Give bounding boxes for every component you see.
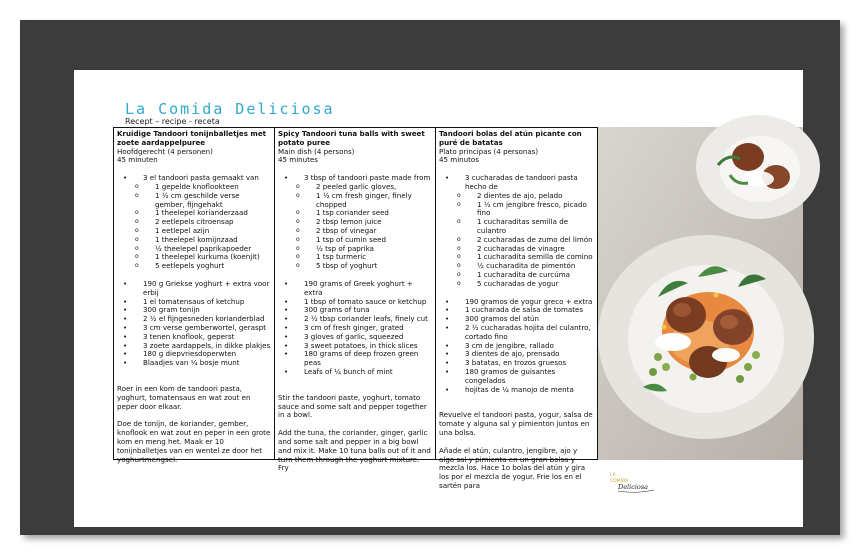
list-item: • 3 el tandoori pasta gemaakt van o 1 gepelde knoflookteen o 1 ½ cm geschilde verse gember, fijngehakt o 1 theelepel korianderzaad o 2 eetlepels citroensap o 1 eetlepel azijn o 1 theelepel komijnzaad o ½ theelepel paprikapoeder o 1 theelepel kurkuma (koenjit) o 5 eetlepels yoghurt (117, 174, 271, 271)
logo-line-3: Deliciosa (618, 483, 649, 491)
instruction-paragraph: Add the tuna, the coriander, ginger, garlic and some salt and pepper in a big bowl and mix it. Make 10 tuna balls out of it and turn them through the yoghurt mixture. Fry (278, 428, 431, 473)
paste-list (439, 174, 594, 288)
list-item: o 1 cucharaditas semilla de culantro (439, 218, 594, 236)
list-item: o 5 tbsp of yoghurt (278, 262, 432, 271)
list-item: • 1 cucharada de salsa de tomates (439, 306, 594, 315)
list-item: • 3 cm of fresh ginger, grated (278, 324, 432, 333)
list-item: • 3 cucharadas de tandoori pasta hecho de o 2 dientes de ajo, pelado o 1 ½ cm jengibre fresco, picado fino o 1 cucharaditas semilla de culantro o 2 cucharadas de zumo del limón o 2 cucharadas de vinagre o 1 cucharadita semilla de comino o ½ cucharadita de pimentón o 1 cucharadita de curcúma o 5 cucharadas de yogur (439, 174, 594, 288)
logo-line-2: COMIDA (610, 479, 629, 484)
list-item: • 1 el tomatensaus of ketchup (117, 298, 271, 307)
dark-frame (20, 20, 840, 535)
paste-sub-list (465, 192, 594, 289)
recipe-time: 45 minutes (278, 155, 318, 165)
list-item: o 1 gepelde knoflookteen (117, 183, 271, 192)
list-item: • 180 g diepvriesdoperwten (117, 350, 271, 359)
list-item: o 2 eetlepels citroensap (117, 218, 271, 227)
list-item: o 1 tsp of cumin seed (278, 236, 432, 245)
ingredient-list (278, 280, 432, 377)
list-item: • 2 ½ el fijngesneden korianderblad (117, 315, 271, 324)
list-item: • 3 tbsp of tandoori paste made from o 2 peeled garlic gloves, o 1 ½ cm fresh ginger, finely chopped o 1 tsp coriander seed o 2 tbsp lemon juice o 2 tbsp of vinegar o 1 tsp of cumin seed o ½ tsp of paprika o 1 tsp turmeric o 5 tbsp of yoghurt (278, 174, 432, 271)
paste-sub-list (304, 183, 432, 271)
list-item: • 3 cm de jengibre, rallado (439, 342, 594, 351)
recipe-course: Hoofdgerecht (4 personen) (117, 146, 213, 156)
instruction-paragraph: Doe de tonijn, de koriander, gember, knoflook en wat zout en peper in een grote kom en meng het. Maak er 10 tonijnballetjes van en wentel ze door het yoghurtmengsel. (117, 419, 271, 464)
recipe-title: Kruidige Tandoori tonijnballetjes met zoete aardappelpuree (117, 129, 267, 147)
list-item: o 5 eetlepels yoghurt (117, 262, 271, 271)
list-item: • 1 tbsp of tomato sauce or ketchup (278, 298, 432, 307)
page-subtitle: Recept – recipe - receta (125, 117, 220, 126)
list-item: • 3 cm verse gemberwortel, geraspt (117, 324, 271, 333)
paste-list (117, 174, 271, 271)
logo-line-1: LA (610, 473, 616, 478)
list-item: o ½ cucharadita de pimentón (439, 262, 594, 271)
instruction-paragraph: Añade el atún, culantro, jengibre, ajo y algo sal y pimienta en un gran bolsa y mezcla los. Hace 1o bolas del atún y gira los por el mezcla de yogur. Frie los en el sartén para (439, 445, 586, 490)
list-item: • 3 zoete aardappels, in dikke plakjes (117, 342, 271, 351)
list-item: • 300 gram tonijn (117, 306, 271, 315)
recipe-course: Main dish (4 persons) (278, 146, 355, 156)
ingredient-list (439, 298, 594, 395)
recipe-course: Plato principas (4 personas) (439, 146, 539, 156)
list-item: • 300 grams of tuna (278, 306, 432, 315)
recipe-page (74, 70, 803, 527)
list-item: • 2 ½ tbsp coriander leafs, finely cut (278, 315, 432, 324)
paste-sub-list (143, 183, 271, 271)
list-item: o 2 peeled garlic gloves, (278, 183, 432, 192)
list-item: • Leafs of ¼ bunch of mint (278, 368, 432, 377)
recipe-table (113, 127, 598, 490)
list-item: o 1 eetlepel azijn (117, 227, 271, 236)
recipe-column-dutch (114, 128, 275, 464)
list-item: o 1 ½ cm geschilde verse gember, fijngehakt (117, 192, 271, 210)
recipe-title: Spicy Tandoori tuna balls with sweet potato puree (278, 129, 425, 147)
list-item: o 2 cucharadas de vinagre (439, 245, 594, 254)
list-item: • 180 grams of deep frozen green peas (278, 350, 432, 368)
list-item: • hojitas de ¼ manojo de menta (439, 386, 594, 395)
list-item: o ½ theelepel paprikapoeder (117, 245, 271, 254)
list-item: o 2 tbsp of vinegar (278, 227, 432, 236)
food-photo (598, 127, 803, 460)
list-item: • 190 g Griekse yoghurt + extra voor erbij (117, 280, 271, 298)
recipe-column-spanish (436, 128, 597, 490)
instruction-paragraph: Stir the tandoori paste, yoghurt, tomato sauce and some salt and pepper together in a bowl. (278, 392, 427, 420)
list-item: • 2 ½ cucharadas hojita del culantro, cortado fino (439, 324, 594, 342)
list-item: • 3 dientes de ajo, prensado (439, 350, 594, 359)
list-item: • 3 sweet potatoes, in thick slices (278, 342, 432, 351)
list-item: o 1 theelepel kurkuma (koenjit) (117, 253, 271, 262)
recipe-column-english (275, 128, 436, 473)
list-item: • 190 gramos de yogur greco + extra (439, 298, 594, 307)
list-item: o 1 theelepel korianderzaad (117, 209, 271, 218)
paste-list (278, 174, 432, 271)
list-item: o 1 tsp turmeric (278, 253, 432, 262)
brand-logo (606, 463, 666, 503)
list-item: o 5 cucharadas de yogur (439, 280, 594, 289)
list-item: o 1 cucharadita de curcúma (439, 271, 594, 280)
list-item: o ½ tsp of paprika (278, 245, 432, 254)
list-item: • 190 grams of Greek yoghurt + extra (278, 280, 432, 298)
list-item: o 1 ½ cm jengibre fresco, picado fino (439, 201, 594, 219)
ingredient-list (117, 280, 271, 368)
list-item: o 1 cucharadita semilla de comino (439, 253, 594, 262)
list-item: o 2 dientes de ajo, pelado (439, 192, 594, 201)
logo-mark (606, 463, 666, 503)
list-item: o 1 theelepel komijnzaad (117, 236, 271, 245)
recipe-time: 45 minutos (439, 155, 479, 165)
list-item: • 180 gramos de guisantes congelados (439, 368, 594, 386)
list-item: o 2 tbsp lemon juice (278, 218, 432, 227)
recipe-title: Tandoori bolas del atún picante con puré de batatas (439, 129, 582, 147)
instruction-paragraph: Roer in een kom de tandoori pasta, yoghurt, tomatensaus en wat zout en peper door elkaar. (117, 383, 251, 411)
recipe-time: 45 minuten (117, 155, 158, 165)
list-item: o 2 cucharadas de zumo del limón (439, 236, 594, 245)
list-item: o 1 ½ cm fresh ginger, finely chopped (278, 192, 432, 210)
brand-title: La Comida Deliciosa (125, 100, 335, 118)
list-item: o 1 tsp coriander seed (278, 209, 432, 218)
list-item: • Blaadjes van ¼ bosje munt (117, 359, 271, 368)
list-item: • 3 tenen knoflook, geperst (117, 333, 271, 342)
list-item: • 300 gramos del atún (439, 315, 594, 324)
instruction-paragraph: Revuelve el tandoori pasta, yogur, salsa de tomate y alguna sal y pimienton juntos en una bolsa. (439, 410, 593, 437)
list-item: • 3 gloves of garlic, squeezed (278, 333, 432, 342)
list-item: • 3 batatas, en trozos gruesos (439, 359, 594, 368)
food-photo-illustration (598, 127, 803, 460)
